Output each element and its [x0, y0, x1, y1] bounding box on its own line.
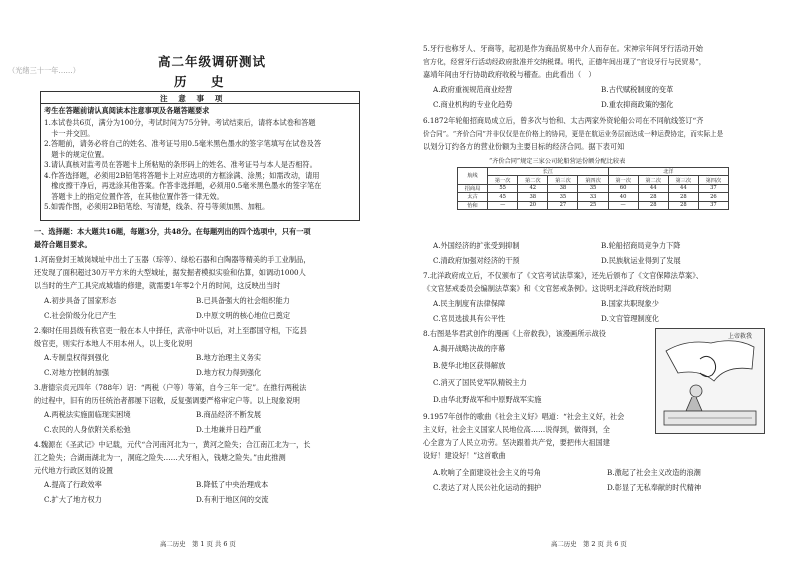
question-2-option-c[interactable]: C.对地方控制的加强	[44, 368, 110, 377]
table-cell: 33	[578, 193, 608, 201]
table-cell: —	[488, 201, 518, 209]
table-header-cell: 第三次	[548, 176, 578, 184]
notice-box	[40, 91, 360, 221]
question-1-option-b[interactable]: B.已具备强大的社会组织能力	[196, 296, 290, 305]
cartoon-image	[655, 328, 765, 434]
question-5-line: 5.牙行也称牙人、牙商等，起初是作为商品贸易中介人而存在。宋神宗年间牙行活动开始	[423, 44, 703, 53]
section-title: 一、选择题：本大题共16题，每题3分，共48分。在每题列出的四个选项中，只有一项	[34, 227, 311, 236]
question-4-option-b[interactable]: B.降低了中央治理成本	[196, 480, 269, 489]
question-1-option-d[interactable]: D.中原文明的核心地位已奠定	[196, 311, 291, 320]
table-cell: 45	[488, 193, 518, 201]
question-3-option-c[interactable]: C.农民的人身依附关系松弛	[44, 425, 131, 434]
table-cell: 55	[488, 184, 518, 192]
page-footer: 高二历史 第 2 页 共 6 页	[551, 540, 627, 548]
question-9-option-d[interactable]: D.彰显了无私奉献的时代精神	[607, 483, 702, 492]
section-title-cont: 最符合题目要求。	[34, 240, 92, 249]
table-cell: 太古	[458, 193, 488, 201]
table-header-cell: 北洋	[608, 168, 728, 176]
table-cell: 20	[518, 201, 548, 209]
question-9-option-b[interactable]: B.激起了社会主义改造的浪潮	[607, 468, 701, 477]
table-cell: 招商局	[458, 184, 488, 192]
table-title: “齐价合同”规定三家公司轮船营运份额分配比较表	[489, 158, 626, 165]
notice-divider	[41, 103, 359, 104]
table-row	[458, 201, 729, 209]
question-9-option-a[interactable]: A.吹响了全面建设社会主义的号角	[433, 468, 542, 477]
question-5-option-b[interactable]: B.古代赋税制度的变革	[601, 85, 674, 94]
table-cell: 38	[548, 184, 578, 192]
notice-intro: 考生在答题前请认真阅读本注意事项及各题答题要求	[44, 106, 210, 115]
question-7-option-b[interactable]: B.国家共职现象少	[601, 299, 659, 308]
table-cell: 40	[608, 193, 638, 201]
table-row	[458, 193, 729, 201]
notice-line: 1.本试卷共6页，满分为100分，考试时间为75分钟。考试结束后，请将本试卷和答题	[44, 118, 316, 127]
question-9-line: 设好！建设好！”这首歌曲	[423, 451, 506, 460]
question-8-option-c[interactable]: C.消灭了国民党军队精锐主力	[433, 378, 527, 387]
table-header-cell: 第一次	[488, 176, 518, 184]
question-3-option-a[interactable]: A.两税法实施面临现实困境	[44, 410, 131, 419]
question-2-option-a[interactable]: A.专制皇权得到强化	[44, 353, 109, 362]
notice-line: 2.答题前，请务必将自己的姓名、准考证号用0.5毫米黑色墨水的签字笔填写在试卷及答	[44, 139, 322, 148]
cartoon-caption: 上帝救我	[728, 333, 753, 340]
question-6-line: 价合同”。“齐价合同”并非仅仅是在价格上的协同，更是在航运业务层面达成一种运费协定，而实际上是	[423, 130, 724, 138]
question-8-option-d[interactable]: D.由华北野战军和中原野战军实施	[433, 395, 542, 404]
table-cell: 37	[698, 184, 728, 192]
notice-line: 题卡的规定位置。	[44, 149, 109, 159]
table-header-cell: 第三次	[668, 176, 698, 184]
table-cell: 28	[668, 201, 698, 209]
table-header-cell: 航线	[458, 168, 488, 185]
notice-line: 5.如需作图，必须用2B铅笔绘、写清楚，线条、符号等须加黑、加粗。	[44, 202, 270, 211]
question-5-option-c[interactable]: C.商业机构的专业化趋势	[433, 100, 513, 109]
notice-line: 卡一并交回。	[44, 128, 95, 138]
question-7-option-c[interactable]: C.官员选拔具有公平性	[433, 314, 506, 323]
notice-line: 3.请认真核对监考员在答题卡上所粘贴的条形码上的姓名、准考证号与本人是否相符。	[44, 160, 317, 169]
question-1-option-c[interactable]: C.社会阶级分化已产生	[44, 311, 117, 320]
table-cell: 37	[698, 201, 728, 209]
question-7-option-a[interactable]: A.民主制度有法律保障	[433, 299, 506, 308]
table-cell: 44	[668, 184, 698, 192]
notice-line: 4.作答选择题，必须用2B铅笔将答题卡上对应选项的方框涂满、涂黑；如需改动，请用	[44, 170, 320, 180]
question-7-line: 7.北洋政府成立后，不仅颁布了《文官考试法草案》，还先后颁布了《文官保障法草案》、	[423, 271, 703, 280]
table-row	[458, 184, 729, 192]
table-header-cell: 长江	[488, 168, 608, 176]
table-cell: 44	[638, 184, 668, 192]
question-3-option-d[interactable]: D.土地兼并日趋严重	[196, 425, 262, 434]
question-6-option-d[interactable]: D.民族航运业得到了发展	[601, 256, 681, 265]
question-5-option-a[interactable]: A.政府重视规范商业经营	[433, 85, 513, 94]
question-9-option-c[interactable]: C.表达了对人民公社化运动的拥护	[433, 483, 542, 492]
exam-title: 高二年级调研测试	[158, 54, 267, 69]
question-1-line: 还发现了面积超过30万平方米的大型城址，据发掘者模拟实验和估算，如调动1000人	[34, 268, 306, 277]
table-cell: 35	[578, 184, 608, 192]
table-cell: 42	[518, 184, 548, 192]
question-2-option-d[interactable]: D.地方权力得到强化	[196, 368, 262, 377]
question-4-line: 4.魏源在《圣武记》中记载，元代“合河南河北为一，黄河之险失；合江南江北为一，长	[34, 440, 311, 449]
table-cell: 怡和	[458, 201, 488, 209]
question-6-line: 以划分订约各方的营业份额为主要目标的经济合同。据下表可知	[423, 142, 625, 151]
table-cell: 38	[518, 193, 548, 201]
question-1-line: 1.河南登封王城岗城址中出土了玉器（琮等）、绿松石器和白陶器等精美的手工业制品，	[34, 255, 311, 264]
right-page	[397, 0, 794, 563]
question-5-line: 嘉靖年间由牙行协助政府收税与稽查。由此看出（ ）	[423, 70, 596, 79]
table-cell: 60	[608, 184, 638, 192]
question-6-line: 6.1872年轮船招商局成立后，曾多次与怡和、太古两家外资轮船公司在不同航线签订“齐	[423, 116, 704, 125]
table-header-cell: 第一次	[608, 176, 638, 184]
table-cell: 28	[638, 193, 668, 201]
question-6-option-c[interactable]: C.清政府加强对经济的干预	[433, 256, 520, 265]
question-6-option-b[interactable]: B.轮船招商局竞争力下降	[601, 241, 681, 250]
question-4-line: 元代地方行政区划的设置	[34, 466, 114, 475]
subject-title: 历 史	[174, 74, 230, 89]
bleed-through-text: （光绪三十一年……）	[8, 66, 80, 75]
table-header-cell: 第二次	[638, 176, 668, 184]
question-8-stem: 8.右图是华君武创作的漫画《上帝救我》，该漫画所示战役	[423, 329, 606, 338]
table-header-row	[458, 168, 729, 176]
question-4-option-a[interactable]: A.提高了行政效率	[44, 480, 102, 489]
question-5-line: 官方化，经营牙行活动经政府批准并交纳税课。明代，正德年间出现了“官设牙行与民贸易”，	[423, 58, 706, 66]
question-7-option-d[interactable]: D.文官管理制度化	[601, 314, 660, 323]
question-1-line: 以当时的生产工具完成城墙的修建，就需要1年零2个月的时间，这反映出当时	[34, 281, 281, 290]
notice-line: 答题卡上的指定位置作答，在其他位置作答一律无效。	[44, 191, 224, 201]
question-9-line: 主义好，社会主义国家人民地位高……说得到，做得到，全	[423, 425, 610, 434]
table-cell: 26	[698, 193, 728, 201]
question-2-line: 级官吏，则实行本地人不用本州人，以上变化说明	[34, 339, 193, 348]
table-cell: —	[608, 201, 638, 209]
question-3-line: 的过程中，旧有的历任统治者都屡下诏敕，反复强调要严格审定户等。以上现象说明	[34, 396, 300, 405]
notice-title: 注 意 事 项	[160, 94, 227, 103]
question-5-option-d[interactable]: D.重农抑商政策的强化	[601, 100, 674, 109]
question-9-line: 心全意为了人民立功劳。坚决跟着共产党，要把伟大祖国建	[423, 438, 610, 447]
question-1-option-a[interactable]: A.初步具备了国家形态	[44, 296, 117, 305]
question-8-option-b[interactable]: B.使华北地区获得解放	[433, 361, 506, 370]
question-4-option-d[interactable]: D.有利于地区间的交流	[196, 495, 269, 504]
question-2-option-b[interactable]: B.地方治理主义务实	[196, 353, 262, 362]
question-2-line: 2.秦时任用县级有秩官吏一般在本人中择任，武帝中叶以后，对上至郡国守相，下迄县	[34, 326, 307, 335]
table-subheader-row	[458, 176, 729, 184]
table-cell: 28	[638, 201, 668, 209]
question-6-option-a[interactable]: A.外国经济的扩张受到抑制	[433, 241, 520, 250]
question-7-line: 《文官惩戒委员会编制法草案》和《文官惩戒条例》。这说明北洋政府统治时期	[423, 284, 671, 293]
question-3-option-b[interactable]: B.商品经济不断发展	[196, 410, 262, 419]
table-cell: 35	[548, 193, 578, 201]
table-cell: 28	[668, 193, 698, 201]
shipping-share-table	[457, 167, 729, 210]
question-9-line: 9.1957年创作的歌曲《社会主义好》唱道：“社会主义好，社会	[423, 412, 625, 421]
question-4-line: 江之险失；合湖南湖北为一，洞庭之险失……犬牙相入，钱塘之险失。”由此推测	[34, 453, 286, 462]
table-header-cell: 第四次	[578, 176, 608, 184]
notice-line: 橡皮擦干净后，再选涂其他答案。作答非选择题，必须用0.5毫米黑色墨水的签字笔在	[44, 181, 322, 190]
table-header-cell: 第四次	[698, 176, 728, 184]
table-cell: 25	[578, 201, 608, 209]
question-4-option-c[interactable]: C.扩大了地方权力	[44, 495, 102, 504]
question-8-option-a[interactable]: A.揭开战略决战的序幕	[433, 344, 506, 353]
table-cell: 27	[548, 201, 578, 209]
table-header-cell: 第二次	[518, 176, 548, 184]
question-3-line: 3.唐德宗贞元四年（788年）诏：“两税（户等）等第，自今三年一定”。在推行两税法	[34, 383, 307, 392]
cartoon-drawing-icon	[656, 329, 764, 433]
page-footer: 高二历史 第 1 页 共 6 页	[160, 540, 236, 548]
